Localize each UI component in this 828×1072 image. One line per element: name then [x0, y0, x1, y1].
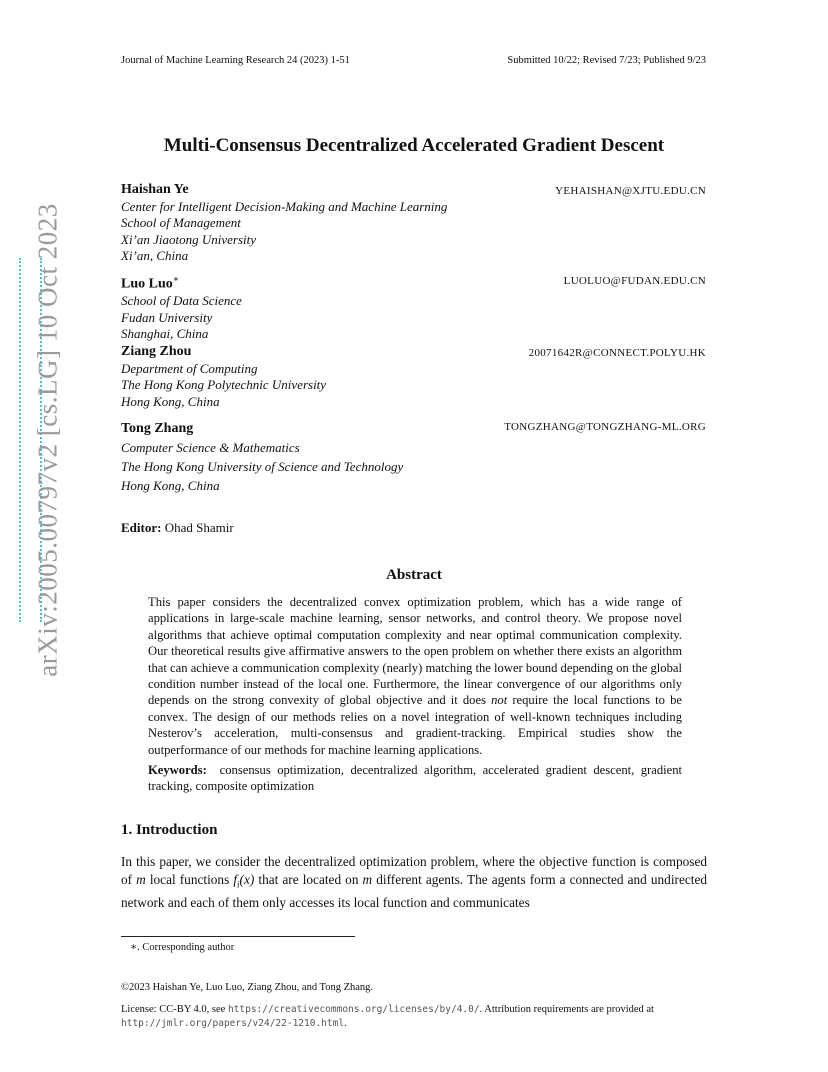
editor-name: Ohad Shamir	[164, 520, 234, 535]
footnote-rule	[121, 936, 355, 937]
author-block-2	[121, 271, 242, 343]
intro-text: that are located on	[258, 872, 359, 888]
footnote-text: Corresponding author	[142, 942, 235, 953]
license	[121, 1003, 711, 1031]
affiliation-line: Xi’an, China	[121, 248, 189, 264]
math-f: f	[233, 872, 238, 888]
affiliation-line: Computer Science & Mathematics	[121, 440, 300, 455]
intro-text: different agents. The agents form a connected and undirected network and each of them only accesses its local function and communicates	[121, 872, 708, 911]
affiliation-line: Hong Kong, China	[121, 478, 220, 493]
author-email[interactable]: YEHAISHAN@XJTU.EDU.CN	[555, 185, 706, 197]
affiliation-line: Hong Kong, China	[121, 393, 220, 409]
paper-link[interactable]: http://jmlr.org/papers/v24/22-1210.html	[121, 1018, 345, 1029]
abstract-text: require the local functions to be convex. The design of our methods relies on a novel integration of well-known techniques including Nesterov’s acceleration, multi-consensus and gradient-tracking. Empirical studies show the outperformance of our methods for machine learning applications.	[148, 693, 682, 757]
affiliation-line: Center for Intelligent Decision-Making and Machine Learning	[121, 198, 448, 214]
journal-header: Journal of Machine Learning Research 24 (2023) 1-51	[121, 55, 350, 66]
affiliation-line: The Hong Kong University of Science and Technology	[121, 459, 404, 474]
affiliation-line: Shanghai, China	[121, 326, 209, 342]
author-email[interactable]: 20071642R@CONNECT.POLYU.HK	[528, 347, 706, 359]
math-subscript: i	[237, 880, 240, 891]
license-prefix: License: CC-BY 4.0, see	[121, 1004, 226, 1015]
math-m: m	[362, 872, 373, 888]
affiliation-line: School of Data Science	[121, 293, 242, 309]
author-marker: ∗	[172, 274, 179, 284]
author-email[interactable]: LUOLUO@FUDAN.EDU.CN	[563, 275, 706, 287]
author-block-4	[121, 419, 403, 495]
keywords	[148, 762, 682, 795]
editor-line	[121, 520, 234, 536]
paper-title: Multi-Consensus Decentralized Accelerated Gradient Descent	[163, 135, 665, 156]
author-name-row	[121, 271, 242, 293]
submission-dates: Submitted 10/22; Revised 7/23; Published 9/23	[507, 55, 706, 66]
abstract-text: This paper considers the decentralized convex optimization problem, which has a wide range of applications in large-scale machine learning, sensor networks, and control theory. We propose novel algorithms that achieve optimal computation complexity and near optimal communication complexity. Our theoretical results give affirmative answers to the open problem on whether there exists an algorithm that can achieve a communication complexity (nearly) matching the lower bound depending on the global condition number instead of the local one. Furthermore, the linear convergence of our algorithms only depends on the strong convexity of global objective and it does	[148, 595, 682, 708]
keywords-label: Keywords:	[148, 763, 207, 777]
author-block-3	[121, 344, 326, 410]
intro-text: local functions	[149, 872, 230, 888]
math-arg: (x)	[239, 872, 255, 888]
section-heading: 1. Introduction	[121, 822, 218, 838]
author-name: Ziang Zhou	[121, 344, 192, 359]
math-m: m	[136, 872, 146, 888]
affiliation-line: Department of Computing	[121, 360, 258, 376]
abstract-heading: Abstract	[386, 567, 442, 583]
author-block-1	[121, 182, 447, 265]
license-link[interactable]: https://creativecommons.org/licenses/by/4.0/	[227, 1004, 480, 1015]
license-suffix: .	[344, 1018, 347, 1029]
footnote	[130, 941, 234, 953]
author-name: Tong Zhang	[121, 421, 194, 436]
affiliation-line: Xi’an Jiaotong University	[121, 231, 257, 247]
arxiv-stamp[interactable]: arXiv:2005.00797v2 [cs.LG] 10 Oct 2023	[32, 203, 63, 677]
license-middle: . Attribution requirements are provided at	[479, 1004, 654, 1015]
author-name: Luo Luo	[121, 276, 173, 292]
affiliation-line: The Hong Kong Polytechnic University	[121, 377, 327, 393]
footnote-marker: ∗.	[130, 942, 140, 953]
affiliation-line: Fudan University	[121, 309, 213, 325]
keywords-text: consensus optimization, decentralized algorithm, accelerated gradient descent, gradient tracking, composite optimization	[148, 763, 682, 794]
abstract-body	[148, 594, 682, 758]
author-name: Haishan Ye	[121, 182, 189, 197]
intro-text: In this paper, we consider the decentralized optimization problem, where the objective function is composed of	[121, 854, 707, 888]
affiliation-line: School of Management	[121, 215, 241, 231]
copyright: ©2023 Haishan Ye, Luo Luo, Ziang Zhou, and Tong Zhang.	[121, 982, 374, 993]
abstract-emphasis: not	[491, 693, 508, 708]
author-email[interactable]: TONGZHANG@TONGZHANG-ML.ORG	[504, 421, 706, 433]
intro-paragraph	[121, 853, 707, 913]
editor-label: Editor:	[121, 520, 162, 535]
